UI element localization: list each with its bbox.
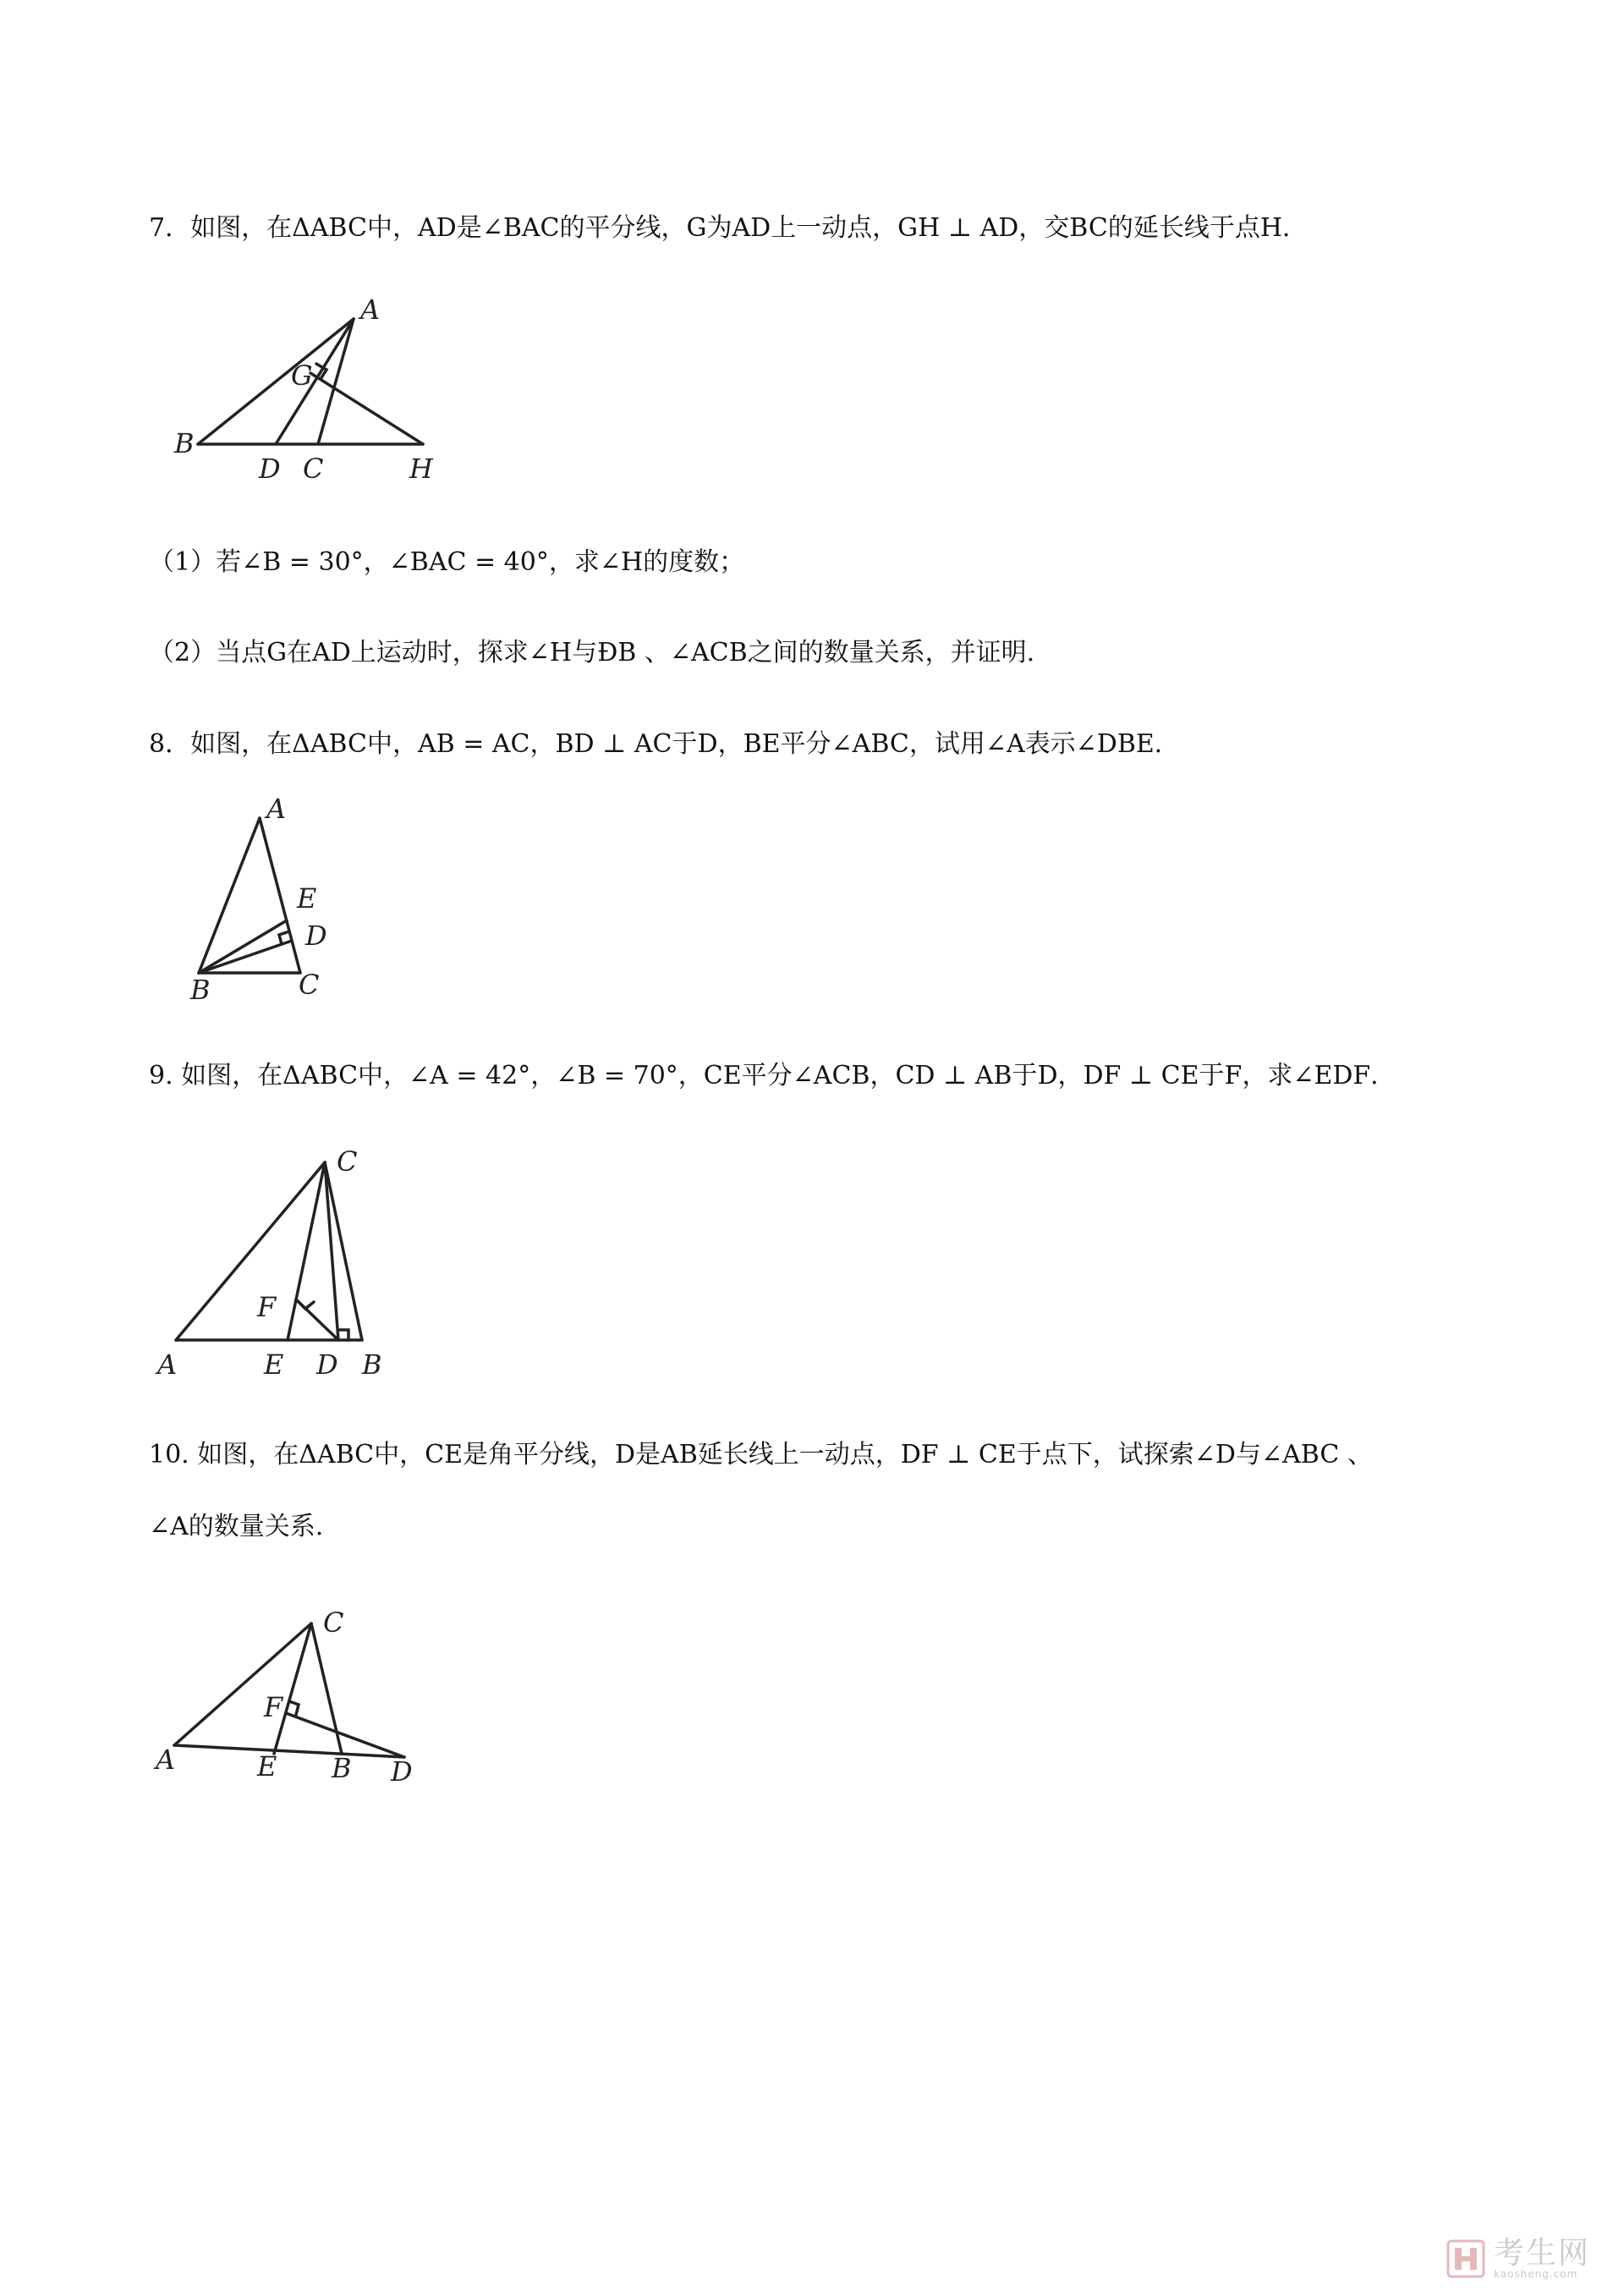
label-b: B: [174, 427, 195, 459]
label-f: F: [264, 1691, 283, 1723]
problem-9-figure: [151, 1134, 421, 1387]
label-a: A: [156, 1744, 176, 1776]
label-b: B: [362, 1348, 382, 1381]
figure-10-lines: [174, 1623, 404, 1757]
label-b: B: [190, 974, 211, 1006]
problem-7-stem: 7．如图，在ΔABC中，AD是∠BAC的平分线，G为AD上一动点，GH ⊥ AD，交BC的延长线于点H．: [149, 213, 1309, 243]
label-a: A: [360, 294, 381, 326]
segment-ab: [199, 818, 260, 973]
segment-ab: [198, 319, 354, 444]
watermark-logo-icon: [1446, 2239, 1485, 2278]
problem-7-question-2: （2）当点G在AD上运动时，探求∠H与ÐB 、∠ACB之间的数量关系，并证明.: [149, 638, 1035, 667]
label-h: H: [409, 453, 433, 485]
problem-10-stem-line-2: ∠A的数量关系.: [149, 1512, 324, 1541]
label-d: D: [391, 1755, 413, 1788]
label-c: C: [299, 969, 320, 1001]
label-c: C: [337, 1145, 358, 1178]
segment-ce: [274, 1623, 311, 1754]
label-d: D: [305, 920, 327, 952]
watermark-name: 考生网: [1493, 2236, 1590, 2271]
segment-ce: [288, 1162, 325, 1340]
segment-ac: [174, 1623, 311, 1745]
label-d: D: [259, 453, 281, 485]
right-angle-mark-f: [289, 1701, 299, 1715]
label-f: F: [257, 1291, 277, 1323]
label-b: B: [332, 1752, 352, 1784]
label-a: A: [266, 793, 287, 825]
label-g: G: [291, 360, 313, 392]
segment-bc: [311, 1623, 342, 1754]
figure-8-lines: [199, 818, 300, 973]
problem-7-question-1: （1）若∠B = 30°，∠BAC = 40°，求∠H的度数；: [149, 547, 745, 577]
problem-8-figure: [173, 793, 359, 1006]
label-c: C: [303, 453, 324, 485]
watermark-site: kaosheng.com: [1493, 2268, 1578, 2280]
problem-10-stem-line-1: 10. 如图，在ΔABC中，CE是角平分线，D是AB延长线上一动点，DF ⊥ CE于点下，试探索∠D与∠ABC 、: [149, 1440, 1373, 1469]
problem-7-figure: [169, 294, 448, 486]
problem-8-stem: 8．如图，在ΔABC中，AB = AC，BD ⊥ AC于D，BE平分∠ABC，试用∠A表示∠DBE．: [149, 729, 1180, 759]
right-angle-mark-f: [296, 1299, 314, 1309]
label-e: E: [297, 882, 317, 915]
segment-ad: [276, 319, 354, 444]
segment-ac: [176, 1162, 325, 1340]
label-a: A: [157, 1348, 178, 1381]
watermark: [1446, 2238, 1590, 2279]
segment-ad: [174, 1745, 404, 1757]
label-c: C: [323, 1607, 344, 1639]
label-e: E: [257, 1750, 277, 1782]
label-d: D: [316, 1348, 338, 1381]
label-e: E: [264, 1348, 284, 1381]
right-angle-mark-d: [339, 1330, 348, 1340]
problem-9-stem: 9. 如图，在ΔABC中，∠A = 42°，∠B = 70°，CE平分∠ACB，CD ⊥ AB于D，DF ⊥ CE于F，求∠EDF．: [149, 1061, 1396, 1090]
problem-10-figure: [151, 1595, 438, 1789]
